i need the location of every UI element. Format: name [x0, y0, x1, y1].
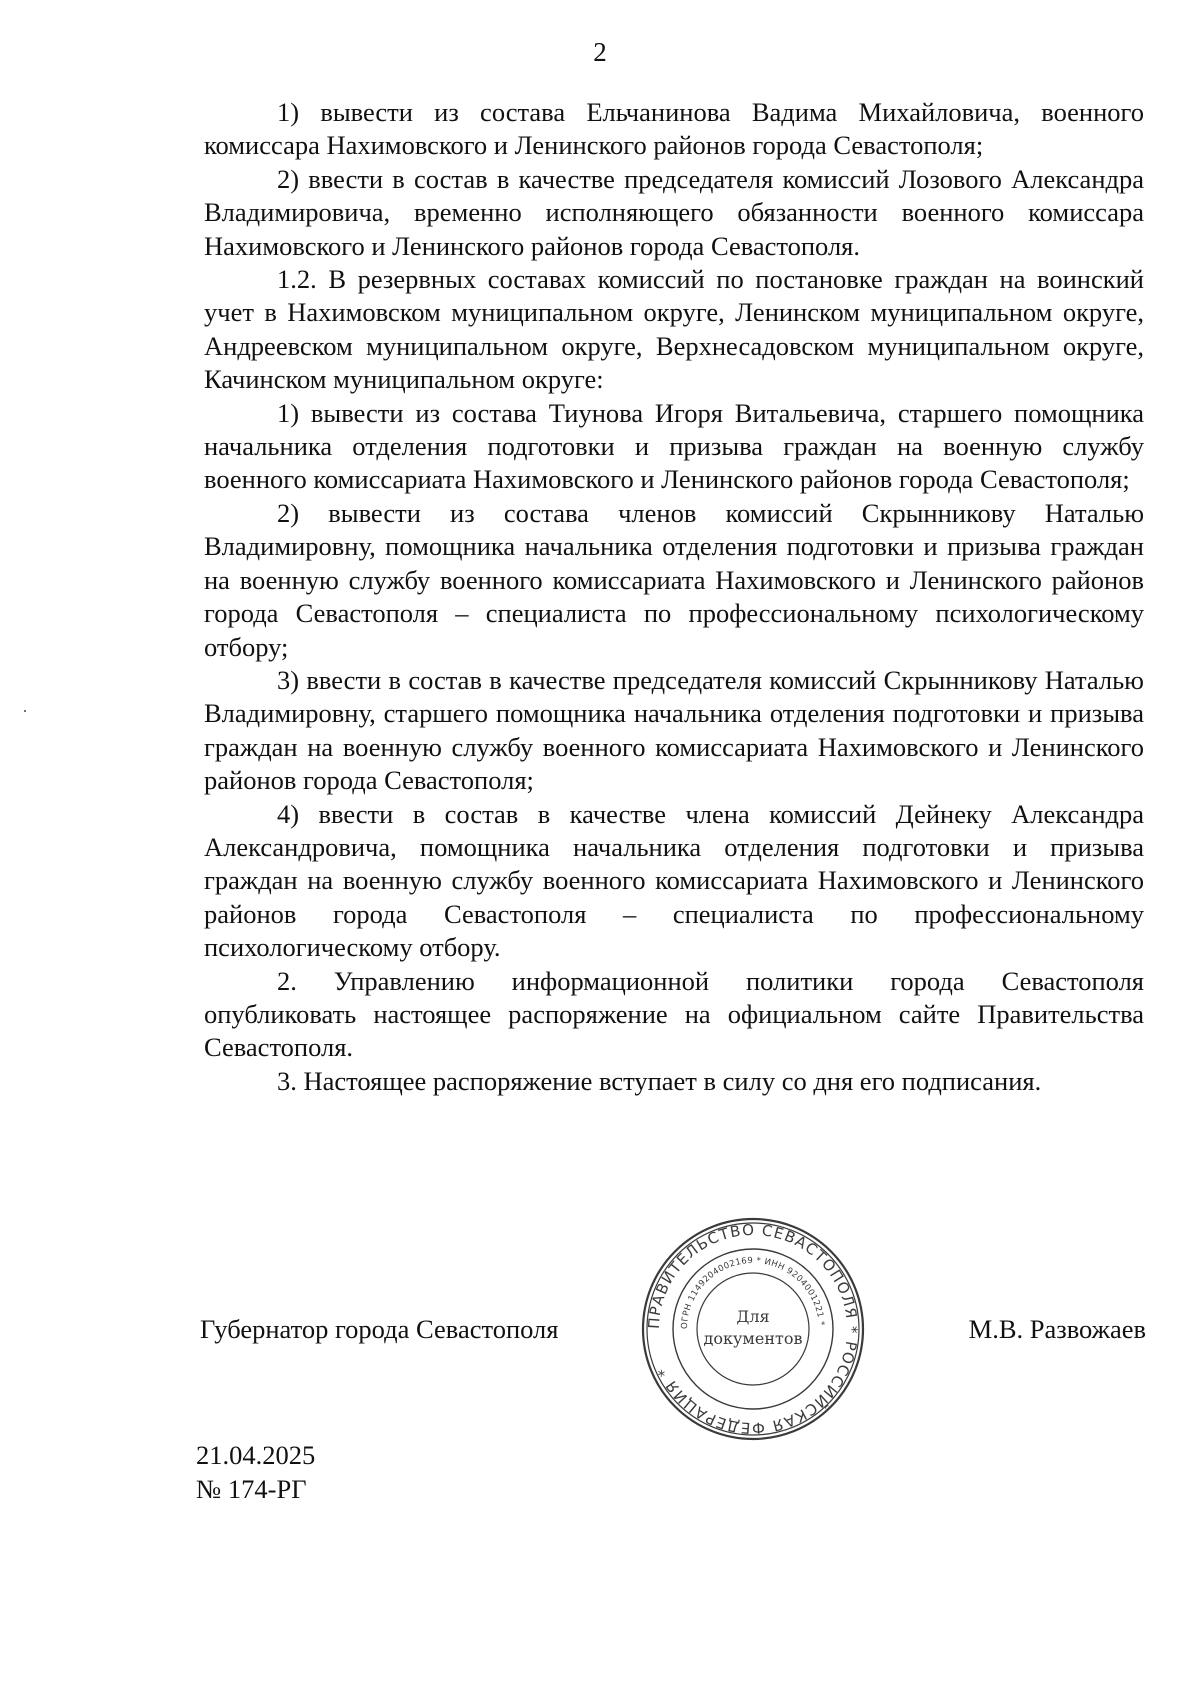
paragraph-6: 3) ввести в состав в качестве председателя комиссий Скрынникову Наталью Владимировну, старшего помощника начальника отделения подготовки и призыва граждан на военную службу военного комиссариата Нахимовского и Ленинского районов города Севастополя;	[204, 664, 1144, 796]
paragraph-9: 3. Настоящее распоряжение вступает в силу со дня его подписания.	[277, 1065, 1042, 1096]
seal-center-line-1: Для	[736, 1307, 770, 1326]
document-number: № 174-РГ	[196, 1474, 307, 1504]
document-date: 21.04.2025	[196, 1440, 316, 1470]
scan-speck	[24, 710, 26, 712]
paragraph-2: 2) ввести в состав в качестве председателя комиссий Лозового Александра Владимировича, временно исполняющего обязанности военного комиссара Нахимовского и Ленинского районов города Севастополя.	[204, 163, 1144, 261]
paragraph-3: 1.2. В резервных составах комиссий по постановке граждан на воинский учет в Нахимовском муниципальном округе, Ленинском муниципальном округе, Андреевском муниципальном округе, Верхнесадовском муниципальном округе, Качинском муниципальном округе:	[204, 264, 1144, 395]
document-meta	[196, 1438, 315, 1506]
paragraph-7: 4) ввести в состав в качестве члена комиссий Дейнеку Александра Александровича, помощника начальника отделения подготовки и призыва граждан на военную службу военного комиссариата Нахимовского и Ленинского районов города Севастополя – специалиста по профессиональному психологическому отбору.	[204, 798, 1144, 963]
paragraph-5: 2) вывести из состава членов комиссий Скрынникову Наталью Владимировну, помощника начальника отделения подготовки и призыва граждан на военную службу военного комиссариата Нахимовского и Ленинского районов города Севастополя – специалиста по профессиональному психологическому отбору;	[204, 497, 1144, 662]
signatory-name: М.В. Развожаев	[968, 1314, 1146, 1344]
official-seal-stamp	[640, 1216, 866, 1442]
seal-center-line-2: документов	[703, 1329, 803, 1348]
page-number: 2	[593, 37, 607, 67]
seal-inner-text: ОГРН 1149204002169 * ИНН 9204001221 *	[679, 1255, 826, 1330]
seal-outer-text: ПРАВИТЕЛЬСТВО СЕВАСТОПОЛЯ * РОССИЙСКАЯ ФЕДЕРАЦИЯ *	[644, 1220, 862, 1438]
document-body	[204, 96, 1144, 1098]
paragraph-8: 2. Управлению информационной политики города Севастополя опубликовать настоящее распоряжение на официальном сайте Правительства Севастополя.	[204, 965, 1144, 1063]
paragraph-1: 1) вывести из состава Ельчанинова Вадима Михайловича, военного комиссара Нахимовского и Ленинского районов города Севастополя;	[204, 97, 1144, 161]
paragraph-4: 1) вывести из состава Тиунова Игоря Витальевича, старшего помощника начальника отделения подготовки и призыва граждан на военную службу военного комиссариата Нахимовского и Ленинского районов города Севастополя;	[204, 397, 1144, 495]
signatory-title: Губернатор города Севастополя	[200, 1314, 559, 1344]
